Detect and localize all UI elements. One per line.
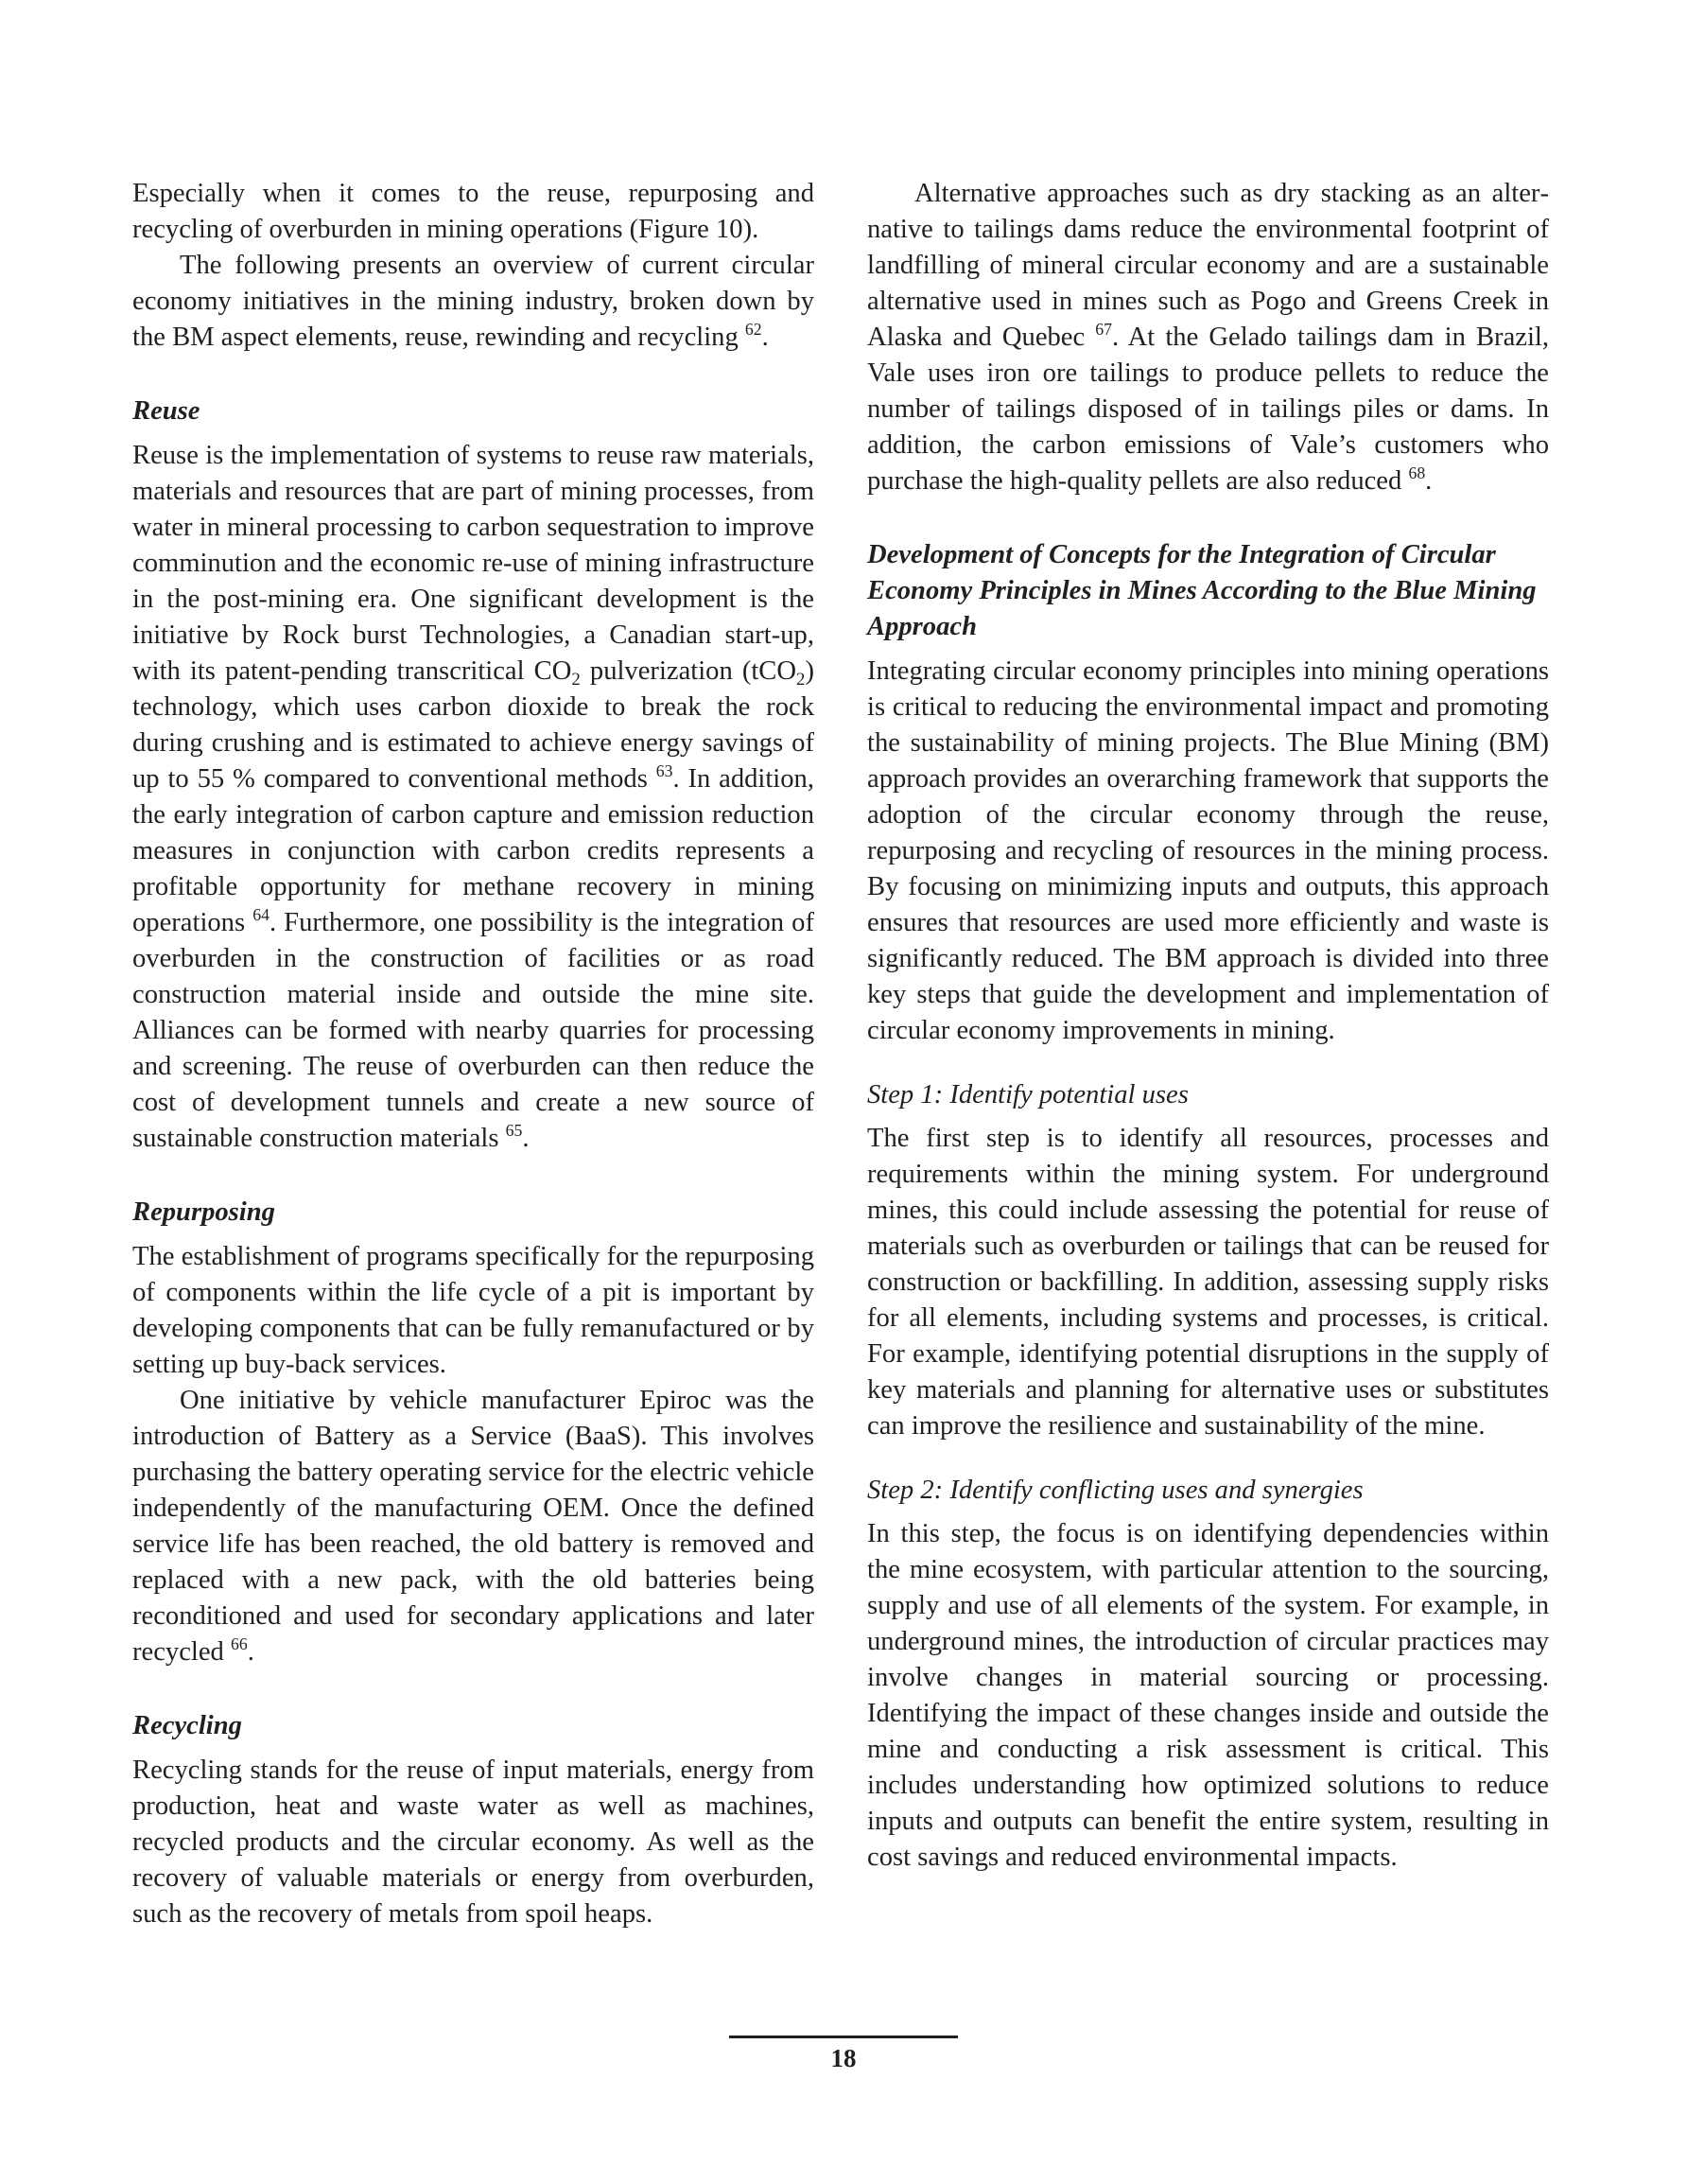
reference-66: 66 xyxy=(230,1634,248,1654)
reference-67: 67 xyxy=(1095,320,1112,340)
development-paragraph: Integrating circular economy principles into mining operations is critical to reducing the environmental impact and promoting the sustainability of mining projects. The Blue Mining (BM) approach provides an overarching framework that supports the adoption of the circular economy through the reuse, repurposing and recycling of resources in the mining process. By focusing on minimizing inputs and outputs, this approach ensures that resources are used more efficiently and waste is significantly reduced. The BM approach is divided into three key steps that guide the development and implementation of circular economy improvements in mining. xyxy=(867,656,1549,1045)
reference-62: 62 xyxy=(744,320,762,340)
right-column xyxy=(867,176,1549,1876)
repurposing-paragraph: The establishment of programs specifically for the repurposing of components within the life cycle of a pit is important by developing components that can be fully remanufactured or by setting up buy-back services. xyxy=(132,1242,814,1379)
reuse-heading: Reuse xyxy=(132,396,200,426)
overview-paragraph: The following presents an overview of current circular economy initiatives in the mining industry, broken down by the BM aspect elements, reuse, rewinding and recycling $^{62}$. xyxy=(132,251,814,352)
reference-68: 68 xyxy=(1408,463,1426,483)
reference-64: 64 xyxy=(252,905,270,925)
footer-rule xyxy=(729,2035,958,2038)
step1-paragraph: The first step is to identify all resources, processes and requirements within the mining system. For underground mines, this could include assessing the potential for reuse of materials such as overburden or tailings that can be reused for construction or backfilling. In addition, assessing supply risks for all elements, including systems and processes, is critical. For example, identifying potential disruptions in the supply of key materials and planning for alternative uses or substitutes can improve the resilience and sustainability of the mine. xyxy=(867,1124,1549,1441)
page-number: 18 xyxy=(830,2044,857,2072)
left-column xyxy=(132,176,814,1932)
tailings-paragraph: Alternative approaches such as dry stacking as an alternative to tailings dams reduce the environmental footprint of landfilling of mineral circular economy and are a sustainable alternative used in mines such as Pogo and Greens Creek in Alaska and Quebec $^{67}$. At the Gelado tailings dam in Brazil, Vale uses iron ore tailings to produce pellets to reduce the number of tailings disposed of in tailings piles or dams. In addition, the carbon emissions of Vale’s customers who purchase the high-quality pellets are also reduced $^{68}$. xyxy=(867,179,1549,496)
reference-63: 63 xyxy=(655,761,673,781)
recycling-heading: Recycling xyxy=(132,1711,242,1740)
repurposing-heading: Repurposing xyxy=(132,1197,275,1227)
recycling-paragraph: Recycling stands for the reuse of input materials, energy from production, heat and waste water as well as machines, recycled products and the circular economy. As well as the recovery of valuable materials or energy from overburden, such as the recovery of metals from spoil heaps. xyxy=(132,1756,814,1929)
step2-paragraph: In this step, the focus is on identifying dependencies within the mine ecosystem, with particular attention to the sourcing, supply and use of all elements of the system. For example, in underground mines, the introduction of circular practices may involve changes in material sourcing or processing. Identifying the impact of these changes inside and outside the mine and conducting a risk assessment is critical. This includes understanding how optimized solutions to reduce inputs and outputs can benefit the entire system, resulting in cost savings and reduced environmental impacts. xyxy=(867,1519,1549,1872)
reuse-paragraph: Reuse is the implementation of systems to reuse raw materials, materials and resources that are part of mining processes, from water in mineral processing to carbon sequestration to improve comminution and the economic re-use of mining infrastructure in the post-mining era. One significant development is the initiative by Rock burst Technologies, a Canadian start-up, with its patent-pending transcritical $CO_2$ pulverization (tCO$_2$) technology, which uses carbon dioxide to break the rock during crushing and is estimated to achieve energy savings of up to 55 % compared to conventional methods $^{63}$. In addition, the early integration of carbon capture and emission reduction measures in conjunction with carbon credits represents a profitable opportunity for methane recovery in mining operations $^{64}$. Furthermore, one possibility is the integration of overburden in the construction of facilities or as road construction material inside and outside the mine site. Alliances can be formed with nearby quarries for processing and screening. The reuse of overburden can then reduce the cost of development tunnels and create a new source of sustainable construction materials $^{65}$. xyxy=(132,441,814,1153)
reference-65: 65 xyxy=(505,1121,523,1141)
epiroc-paragraph: One initiative by vehicle manufacturer Epiroc was the introduction of Battery as a Service (BaaS). This involves purchasing the battery operating service for the electric vehicle independently of the manufacturing OEM. Once the defined service life has been reached, the old battery is removed and replaced with a new pack, with the old batteries being reconditioned and used for secondary applications and later recycled $^{66}$. xyxy=(132,1386,814,1667)
step2-heading: Step 2: Identify conflicting uses and synergies xyxy=(867,1476,1364,1505)
intro-paragraph: Especially when it comes to the reuse, repurposing and recycling of overburden in mining operations (Figure 10). xyxy=(132,179,814,244)
development-heading: Development of Concepts for the Integration of Circular Economy Principles in Mines According to the Blue Mining Approach xyxy=(867,540,1537,641)
step1-heading: Step 1: Identify potential uses xyxy=(867,1080,1189,1109)
